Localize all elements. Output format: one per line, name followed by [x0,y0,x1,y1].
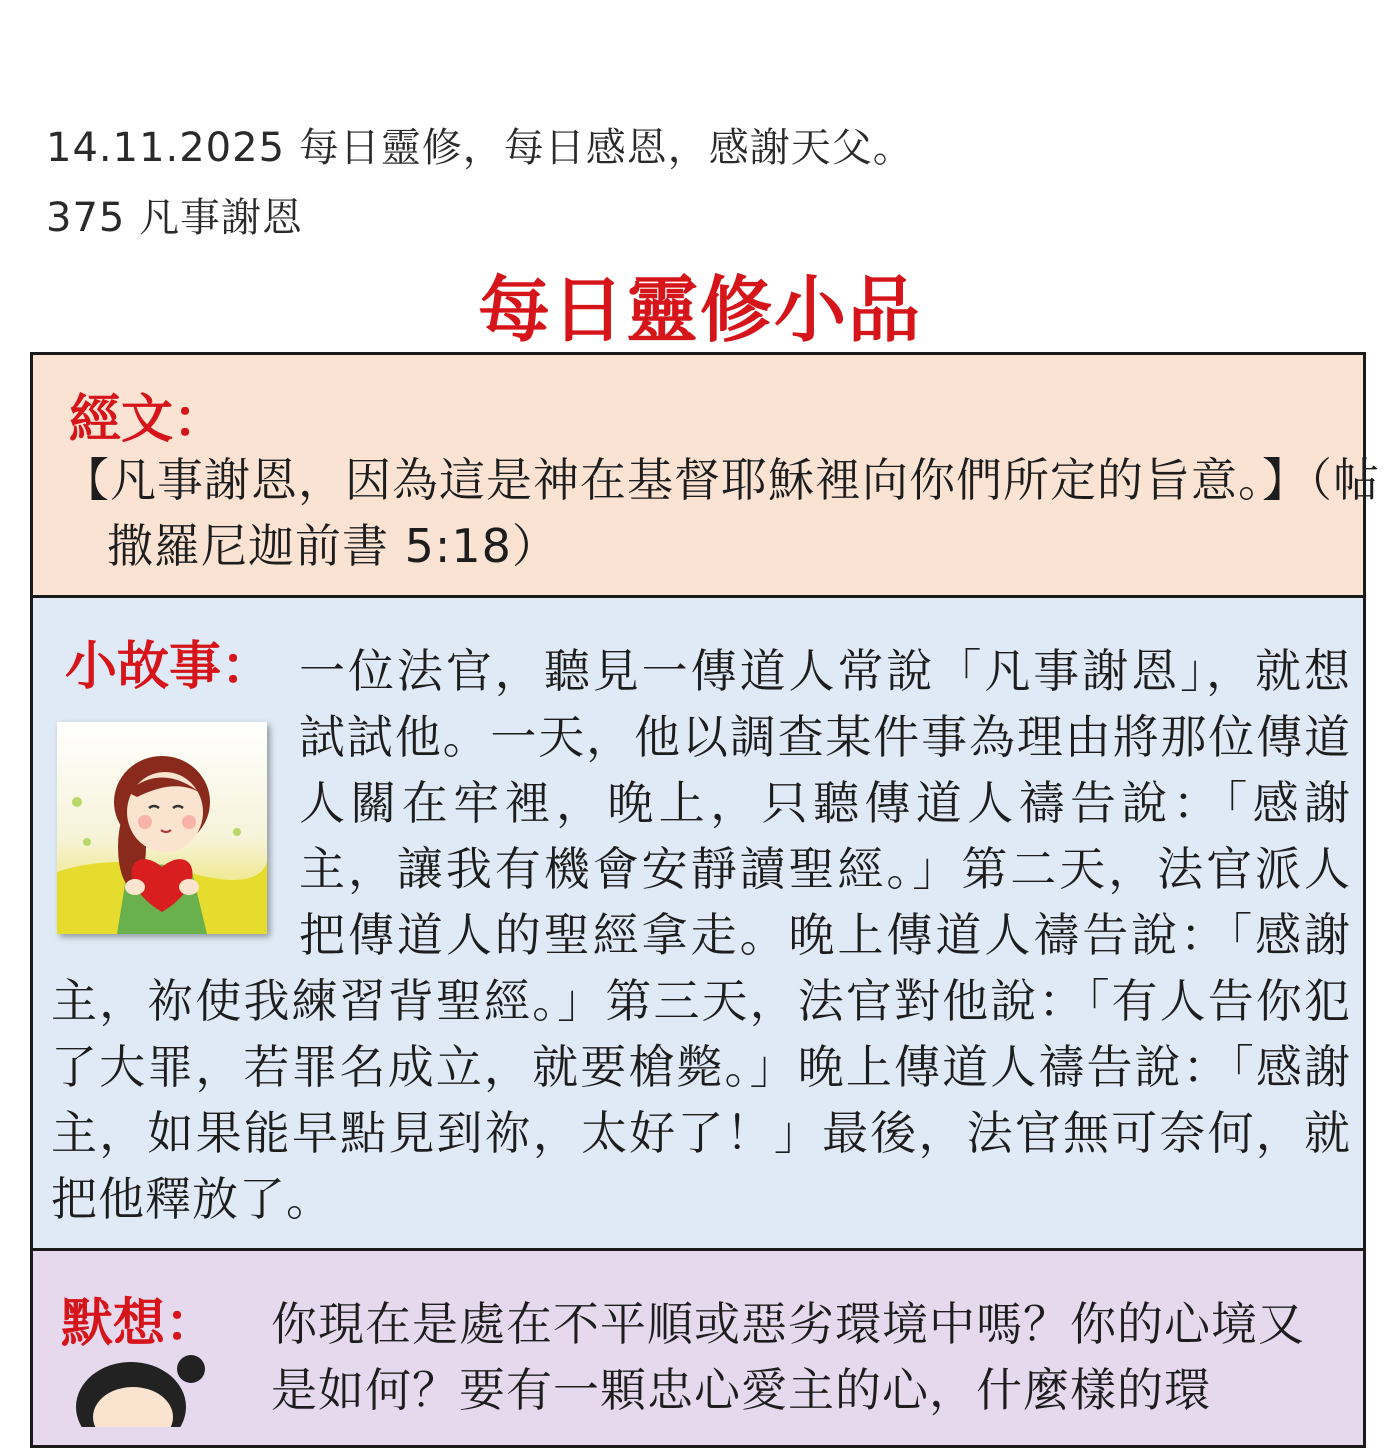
girl-face-icon [61,1347,211,1427]
scripture-label: 經文： [69,390,226,450]
entry-number-title: 375 凡事謝恩 [46,195,304,241]
meditation-text: 你現在是處在不平順或惡劣環境中嗎？你的心境又是如何？要有一顆忠心愛主的心，什麼樣的環 [271,1297,1305,1417]
scripture-section [30,352,1380,598]
meditation-section [30,1248,1366,1448]
story-label: 小故事： [65,637,274,697]
meditation-label: 默想： [61,1294,218,1354]
story-text: 一位法官，聽見一傳道人常說「凡事謝恩」，就想試試他。一天，他以調查某件事為理由將那位傳道人關在牢裡，晚上，只聽傳道人禱告說：「感謝主，讓我有機會安靜讀聖經。」第二天，法官派人把傳道人的聖經拿走。晚上傳道人禱告說：「感謝主，祢使我練習背聖經。」第三天，法官對他說：「有人告你犯了大罪，若罪名成立，就要槍斃。」晚上傳道人禱告說：「感謝主，如果能早點見到祢，太好了！」最後，法官無可奈何，就把他釋放了。 [51,644,1351,1226]
story-section [30,595,1366,1251]
scripture-text: 【凡事謝恩，因為這是神在基督耶穌裡向你們所定的旨意。】（帖撒羅尼迦前書 5:18） [63,453,1380,573]
date-line: 14.11.2025 每日靈修，每日感恩，感謝天父。 [46,125,914,171]
girl-holding-heart-icon [57,722,267,934]
page-title: 每日靈修小品 [477,268,922,352]
